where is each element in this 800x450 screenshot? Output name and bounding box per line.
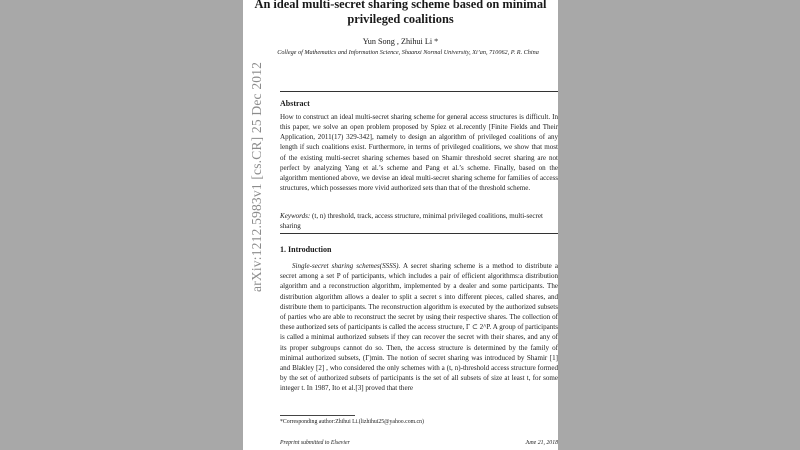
abstract-text: How to construct an ideal multi-secret sharing scheme for general access structures is difficult. In this paper, we solve an open problem proposed by Spiez et al.recently [Finite Fields and Their Application, 2011(17) 329-342], namely to design an algorithm of privileged coalitions of any length if such coalitions exist. Furthermore, in terms of privileged coalitions, we show that most of the existing multi-secret sharing schemes based on Shamir threshold secret sharing are not perfect by analyzing Yang et al.’s scheme and Pang et al.’s scheme. Finally, based on the algorithm mentioned above, we devise an ideal multi-secret sharing scheme for families of access structures, which possesses more vivid authorized sets than that of the threshold scheme. — [280, 113, 558, 193]
abstract-bottom-rule — [280, 233, 558, 234]
abstract-top-rule — [280, 91, 558, 92]
footer-right: June 21, 2018 — [525, 440, 558, 446]
footnote-rule — [280, 415, 355, 416]
keywords-text: (t, n) threshold, track, access structure, minimal privileged coalitions, multi-secret sharing — [280, 212, 543, 231]
footer-left: Preprint submitted to Elsevier — [280, 440, 350, 446]
arxiv-stamp: arXiv:1212.5983v1 [cs.CR] 25 Dec 2012 — [249, 61, 264, 292]
affiliation: College of Mathematics and Information Science, Shaanxi Normal University, Xi’an, 710062, P. R. China — [277, 49, 539, 56]
intro-paragraph — [280, 261, 558, 394]
footnote: *Corresponding author:Zhihui Li.(lizhihui25@yahoo.com.cn) — [280, 419, 424, 425]
keywords-label: Keywords: — [280, 212, 311, 220]
section-heading: 1. Introduction — [280, 245, 332, 254]
paper-title: An ideal multi-secret sharing scheme based on minimal privileged coalitions — [254, 0, 547, 26]
authors: Yun Song , Zhihui Li * — [362, 37, 439, 46]
intro-lead: Single-secret sharing schemes(SSSS). — [292, 262, 401, 270]
intro-text: A secret sharing scheme is a method to distribute a secret among a set P of participants, which includes a pair of efficient algorithms:a distribution algorithm and a reconstruction algorithm, implemented by a dealer and some participants. The distribution algorithm allows a dealer to split a secret s into different pieces, called shares, and distribute them to participants. The reconstruction algorithm is executed by the authorized subsets of parties who are able to reconstruct the secret by using their respective shares. The collection of these authorized sets of participants is called the access structure, Γ ⊂ 2^P. A group of participants is called a minimal authorized subsets if they can recover the secret with their shares, and any of its proper subgroups cannot do so. Then, the access structure is determined by the family of minimal authorized subsets, (Γ)min. The notion of secret sharing was introduced by Shamir [1] and Blakley [2] , who considered the only schemes with a (t, n)-threshold access structure formed by the set of authorized subsets of participants is the set of all subsets of size at least t, for some integer t. In 1987, Ito et al.[3] proved that there — [280, 262, 558, 393]
abstract-heading: Abstract — [280, 99, 310, 108]
paper-page — [243, 0, 558, 450]
keywords — [280, 211, 558, 231]
